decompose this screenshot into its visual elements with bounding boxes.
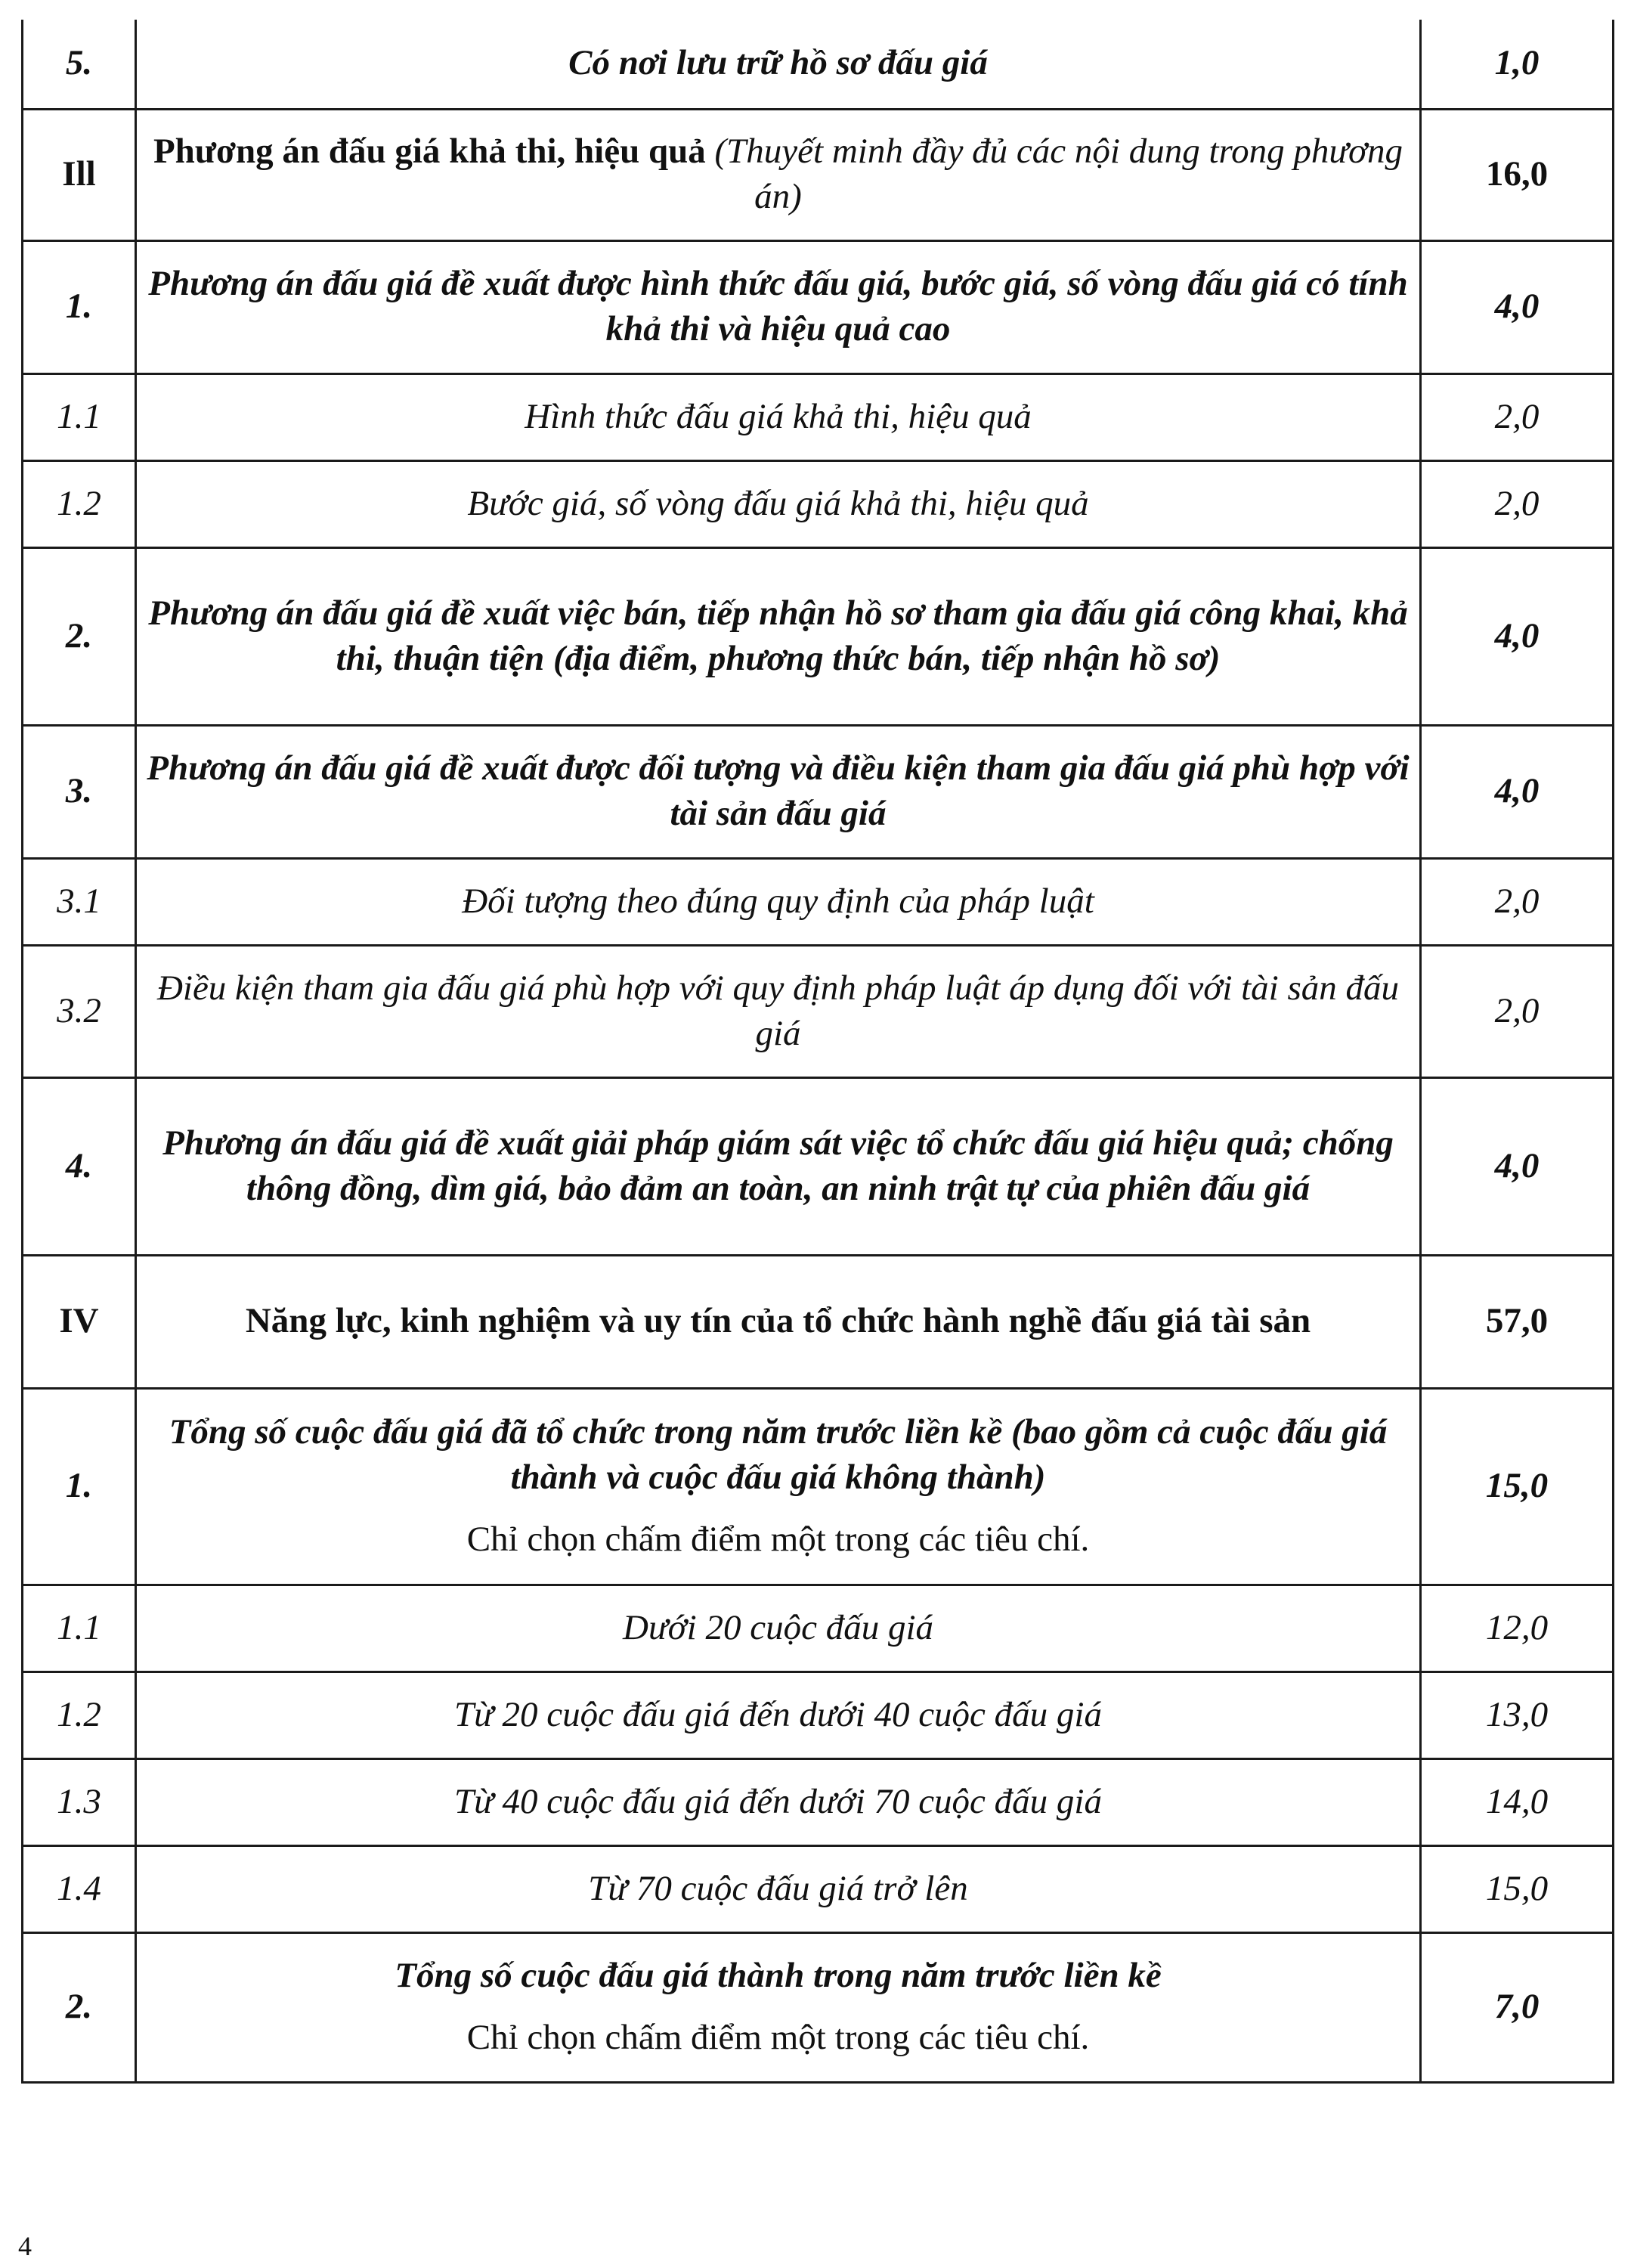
criterion-text: Phương án đấu giá đề xuất việc bán, tiếp nhận hồ sơ tham gia đấu giá công khai, khả thi, thuận tiện (địa điểm, phương thức bán, tiếp nhận hồ sơ) (136, 547, 1421, 725)
criterion-text: Từ 40 cuộc đấu giá đến dưới 70 cuộc đấu giá (136, 1758, 1421, 1845)
page-number: 4 (18, 2231, 32, 2261)
row-number: 1. (23, 1388, 136, 1585)
row-number: 1.2 (23, 460, 136, 547)
table-row (23, 725, 1614, 858)
table-row (23, 945, 1614, 1077)
table-row (23, 1255, 1614, 1388)
table-row (23, 1077, 1614, 1255)
table-row (23, 1845, 1614, 1932)
criterion-text (136, 1388, 1421, 1585)
row-number: 3. (23, 725, 136, 858)
row-number: 3.2 (23, 945, 136, 1077)
row-number: 1.1 (23, 373, 136, 460)
row-number: 1.1 (23, 1585, 136, 1672)
row-number: 1.2 (23, 1672, 136, 1758)
score-value: 57,0 (1421, 1255, 1614, 1388)
score-value: 1,0 (1421, 20, 1614, 109)
score-value: 14,0 (1421, 1758, 1614, 1845)
criterion-text: Dưới 20 cuộc đấu giá (136, 1585, 1421, 1672)
criterion-text: Phương án đấu giá đề xuất giải pháp giám sát việc tổ chức đấu giá hiệu quả; chống thông đồng, dìm giá, bảo đảm an toàn, an ninh trật tự của phiên đấu giá (136, 1077, 1421, 1255)
table-row (23, 1585, 1614, 1672)
criterion-note: Chỉ chọn chấm điểm một trong các tiêu chí. (466, 2018, 1090, 2057)
criterion-text: Năng lực, kinh nghiệm và uy tín của tổ chức hành nghề đấu giá tài sản (136, 1255, 1421, 1388)
score-value: 4,0 (1421, 547, 1614, 725)
criterion-heading: Phương án đấu giá khả thi, hiệu quả (153, 132, 706, 172)
criterion-note: Chỉ chọn chấm điểm một trong các tiêu chí. (466, 1519, 1090, 1559)
scoring-table (21, 20, 1614, 2084)
row-number: 1.4 (23, 1845, 136, 1932)
table-row (23, 1388, 1614, 1585)
score-value: 4,0 (1421, 725, 1614, 858)
row-number: IV (23, 1255, 136, 1388)
criterion-text (136, 109, 1421, 240)
table-row (23, 109, 1614, 240)
score-value: 13,0 (1421, 1672, 1614, 1758)
criterion-text: Đối tượng theo đúng quy định của pháp luật (136, 858, 1421, 945)
criterion-heading: Tổng số cuộc đấu giá thành trong năm trước liền kề (395, 1956, 1162, 1996)
table-row (23, 20, 1614, 109)
table-row (23, 460, 1614, 547)
criterion-heading: Tổng số cuộc đấu giá đã tổ chức trong năm trước liền kề (bao gồm cả cuộc đấu giá thành và cuộc đấu giá không thành) (169, 1412, 1388, 1498)
criterion-text: Có nơi lưu trữ hồ sơ đấu giá (136, 20, 1421, 109)
row-number: 2. (23, 1932, 136, 2082)
score-value: 15,0 (1421, 1845, 1614, 1932)
row-number: Ill (23, 109, 136, 240)
table-row (23, 1672, 1614, 1758)
row-number: 1.3 (23, 1758, 136, 1845)
score-value: 4,0 (1421, 240, 1614, 373)
criterion-text: Bước giá, số vòng đấu giá khả thi, hiệu quả (136, 460, 1421, 547)
criterion-text: Điều kiện tham gia đấu giá phù hợp với quy định pháp luật áp dụng đối với tài sản đấu giá (136, 945, 1421, 1077)
criterion-text: Từ 20 cuộc đấu giá đến dưới 40 cuộc đấu giá (136, 1672, 1421, 1758)
score-value: 12,0 (1421, 1585, 1614, 1672)
score-value: 2,0 (1421, 858, 1614, 945)
row-number: 3.1 (23, 858, 136, 945)
criterion-text: Hình thức đấu giá khả thi, hiệu quả (136, 373, 1421, 460)
score-value: 2,0 (1421, 945, 1614, 1077)
criterion-text: Phương án đấu giá đề xuất được đối tượng và điều kiện tham gia đấu giá phù hợp với tài sản đấu giá (136, 725, 1421, 858)
score-value: 16,0 (1421, 109, 1614, 240)
table-row (23, 373, 1614, 460)
row-number: 1. (23, 240, 136, 373)
table-row (23, 858, 1614, 945)
table-row (23, 240, 1614, 373)
score-value: 15,0 (1421, 1388, 1614, 1585)
row-number: 4. (23, 1077, 136, 1255)
criterion-text: Từ 70 cuộc đấu giá trở lên (136, 1845, 1421, 1932)
criterion-note: (Thuyết minh đầy đủ các nội dung trong phương án) (705, 132, 1403, 216)
table-row (23, 1932, 1614, 2082)
criterion-text (136, 1932, 1421, 2082)
score-value: 7,0 (1421, 1932, 1614, 2082)
row-number: 2. (23, 547, 136, 725)
score-value: 2,0 (1421, 373, 1614, 460)
table-row (23, 547, 1614, 725)
row-number: 5. (23, 20, 136, 109)
table-row (23, 1758, 1614, 1845)
score-value: 2,0 (1421, 460, 1614, 547)
score-value: 4,0 (1421, 1077, 1614, 1255)
criterion-text: Phương án đấu giá đề xuất được hình thức đấu giá, bước giá, số vòng đấu giá có tính khả thi và hiệu quả cao (136, 240, 1421, 373)
